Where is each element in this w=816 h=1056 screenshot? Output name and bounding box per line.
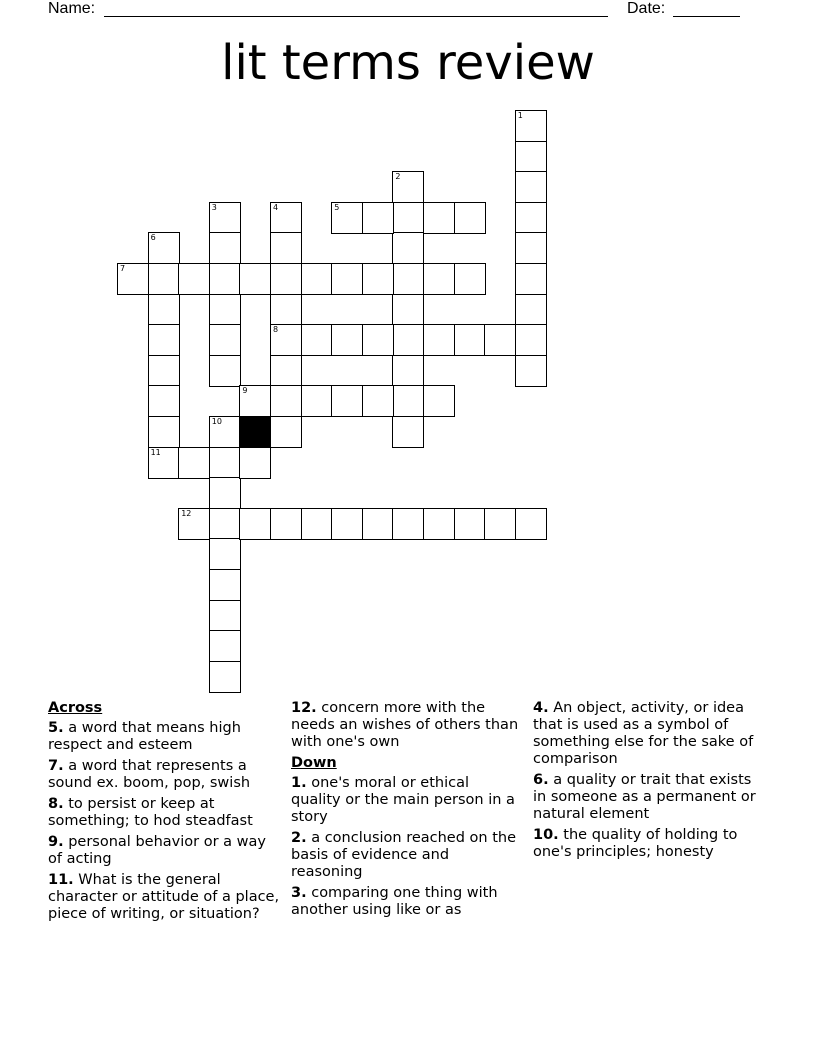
crossword-cell[interactable]	[301, 508, 333, 540]
clue-text: personal behavior or a way of acting	[48, 834, 266, 867]
clue-number: 12.	[291, 700, 317, 716]
crossword-cell[interactable]	[362, 202, 394, 234]
clue-text: a quality or trait that exists in someone as a permanent or natural element	[533, 772, 756, 822]
cell-clue-number: 12	[181, 508, 192, 518]
crossword-cell[interactable]	[209, 477, 241, 509]
cell-clue-number: 4	[273, 202, 279, 212]
crossword-cell[interactable]	[209, 538, 241, 570]
clue-across-9	[48, 834, 280, 868]
crossword-cell[interactable]	[392, 171, 424, 203]
clue-down-2	[291, 830, 523, 881]
name-label: Name:	[48, 0, 96, 17]
cell-clue-number: 3	[211, 202, 217, 212]
crossword-cell[interactable]	[515, 294, 547, 326]
cell-clue-number: 5	[334, 202, 340, 212]
crossword-cell[interactable]	[117, 263, 149, 295]
clue-down-4	[533, 700, 765, 768]
crossword-cell[interactable]	[301, 263, 333, 295]
crossword-cell[interactable]	[148, 416, 180, 448]
crossword-cell[interactable]	[515, 355, 547, 387]
clue-across-12	[291, 700, 523, 751]
crossword-cell[interactable]	[239, 385, 271, 417]
across-heading: Across	[48, 700, 103, 716]
clue-number: 11.	[48, 872, 74, 888]
crossword-cell[interactable]	[454, 263, 486, 295]
clue-down-6	[533, 772, 765, 823]
clue-across-5	[48, 720, 280, 754]
crossword-cell[interactable]	[148, 355, 180, 387]
crossword-cell[interactable]	[270, 355, 302, 387]
crossword-cell[interactable]	[239, 263, 271, 295]
crossword-cell[interactable]	[209, 508, 241, 540]
crossword-cell[interactable]	[209, 661, 241, 693]
crossword-cell[interactable]	[209, 416, 241, 448]
clue-text: to persist or keep at something; to hod steadfast	[48, 796, 253, 829]
cell-clue-number: 11	[150, 447, 161, 457]
crossword-cell[interactable]	[270, 294, 302, 326]
crossword-cell[interactable]	[515, 202, 547, 234]
crossword-cell[interactable]	[515, 324, 547, 356]
clue-text: a word that means high respect and esteem	[48, 720, 241, 753]
crossword-cell[interactable]	[209, 447, 241, 479]
crossword-cell[interactable]	[454, 202, 486, 234]
crossword-cell[interactable]	[209, 202, 241, 234]
crossword-cell[interactable]	[362, 324, 394, 356]
cell-clue-number: 8	[273, 325, 279, 335]
crossword-cell[interactable]	[270, 232, 302, 264]
clue-number: 9.	[48, 834, 64, 850]
crossword-cell[interactable]	[454, 508, 486, 540]
date-label: Date:	[627, 0, 666, 17]
clue-across-7	[48, 758, 280, 792]
crossword-cell[interactable]	[331, 263, 363, 295]
clue-text: one's moral or ethical quality or the main person in a story	[291, 775, 515, 825]
crossword-cell[interactable]	[392, 232, 424, 264]
crossword-cell[interactable]	[209, 324, 241, 356]
crossword-cell[interactable]	[392, 294, 424, 326]
cell-clue-number: 9	[242, 386, 248, 396]
crossword-cell[interactable]	[515, 508, 547, 540]
crossword-cell[interactable]	[331, 508, 363, 540]
down-heading: Down	[291, 755, 337, 771]
cell-clue-number: 1	[517, 111, 523, 120]
crossword-cell[interactable]	[331, 385, 363, 417]
crossword-cell[interactable]	[209, 232, 241, 264]
crossword-cell[interactable]	[392, 385, 424, 417]
crossword-cell[interactable]	[423, 508, 455, 540]
crossword-cell[interactable]	[392, 416, 424, 448]
crossword-cell[interactable]	[331, 324, 363, 356]
clue-down-1	[291, 775, 523, 826]
crossword-cell[interactable]	[148, 263, 180, 295]
clue-number: 2.	[291, 830, 307, 846]
clue-number: 6.	[533, 772, 549, 788]
crossword-cell[interactable]	[209, 569, 241, 601]
crossword-cell[interactable]	[392, 355, 424, 387]
clue-text: An object, activity, or idea that is used as a symbol of something else for the sake of comparison	[533, 700, 754, 767]
crossword-cell[interactable]	[239, 508, 271, 540]
crossword-cell[interactable]	[392, 324, 424, 356]
crossword-cell[interactable]	[209, 600, 241, 632]
clue-down-3	[291, 885, 523, 919]
clues-column-1	[48, 700, 280, 927]
clue-text: What is the general character or attitude of a place, piece of writing, or situation?	[48, 872, 280, 922]
crossword-cell[interactable]	[484, 324, 516, 356]
clues-column-2	[291, 700, 523, 923]
crossword-cell[interactable]	[209, 263, 241, 295]
clue-text: a conclusion reached on the basis of evidence and reasoning	[291, 830, 517, 880]
crossword-cell[interactable]	[270, 202, 302, 234]
crossword-cell[interactable]	[331, 202, 363, 234]
crossword-cell[interactable]	[301, 385, 333, 417]
crossword-cell[interactable]	[515, 263, 547, 295]
cell-clue-number: 7	[120, 264, 126, 273]
clue-number: 8.	[48, 796, 64, 812]
crossword-cell[interactable]	[270, 324, 302, 356]
crossword-cell[interactable]	[270, 416, 302, 448]
crossword-cell[interactable]	[270, 263, 302, 295]
clue-text: the quality of holding to one's principles; honesty	[533, 827, 738, 860]
clue-number: 3.	[291, 885, 307, 901]
crossword-cell[interactable]	[423, 202, 455, 234]
clue-down-10	[533, 827, 765, 861]
crossword-cell[interactable]	[362, 508, 394, 540]
clue-text: comparing one thing with another using like or as	[291, 885, 498, 918]
crossword-cell[interactable]	[148, 232, 180, 264]
crossword-cell[interactable]	[484, 508, 516, 540]
cell-clue-number: 2	[395, 172, 401, 182]
page-title: lit terms review	[221, 35, 595, 91]
clue-number: 4.	[533, 700, 549, 716]
crossword-cell[interactable]	[270, 508, 302, 540]
crossword-cell[interactable]	[148, 447, 180, 479]
cell-clue-number: 6	[150, 233, 156, 243]
crossword-cell[interactable]	[392, 202, 424, 234]
crossword-blocked-cell	[239, 416, 271, 448]
crossword-cell[interactable]	[270, 385, 302, 417]
crossword-cell[interactable]	[362, 385, 394, 417]
crossword-cell[interactable]	[392, 263, 424, 295]
crossword-cell[interactable]	[148, 385, 180, 417]
crossword-cell[interactable]	[209, 630, 241, 662]
clue-text: a word that represents a sound ex. boom, pop, swish	[48, 758, 251, 791]
crossword-cell[interactable]	[423, 324, 455, 356]
crossword-cell[interactable]	[148, 294, 180, 326]
clue-text: concern more with the needs an wishes of others than with one's own	[291, 700, 519, 750]
crossword-cell[interactable]	[515, 110, 547, 142]
crossword-cell[interactable]	[178, 263, 210, 295]
clue-number: 5.	[48, 720, 64, 736]
crossword-cell[interactable]	[148, 324, 180, 356]
crossword-cell[interactable]	[301, 324, 333, 356]
crossword-cell[interactable]	[423, 263, 455, 295]
crossword-cell[interactable]	[423, 385, 455, 417]
crossword-cell[interactable]	[515, 171, 547, 203]
crossword-cell[interactable]	[362, 263, 394, 295]
crossword-cell[interactable]	[515, 141, 547, 173]
cell-clue-number: 10	[211, 417, 222, 426]
clue-across-8	[48, 796, 280, 830]
clue-number: 1.	[291, 775, 307, 791]
clue-number: 7.	[48, 758, 64, 774]
crossword-cell[interactable]	[178, 508, 210, 540]
crossword-cell[interactable]	[454, 324, 486, 356]
crossword-cell[interactable]	[209, 294, 241, 326]
crossword-cell[interactable]	[515, 232, 547, 264]
crossword-cell[interactable]	[239, 447, 271, 479]
crossword-cell[interactable]	[209, 355, 241, 387]
clue-across-11	[48, 872, 280, 923]
clue-number: 10.	[533, 827, 559, 843]
crossword-cell[interactable]	[178, 447, 210, 479]
clues-column-3	[533, 700, 765, 865]
crossword-cell[interactable]	[392, 508, 424, 540]
